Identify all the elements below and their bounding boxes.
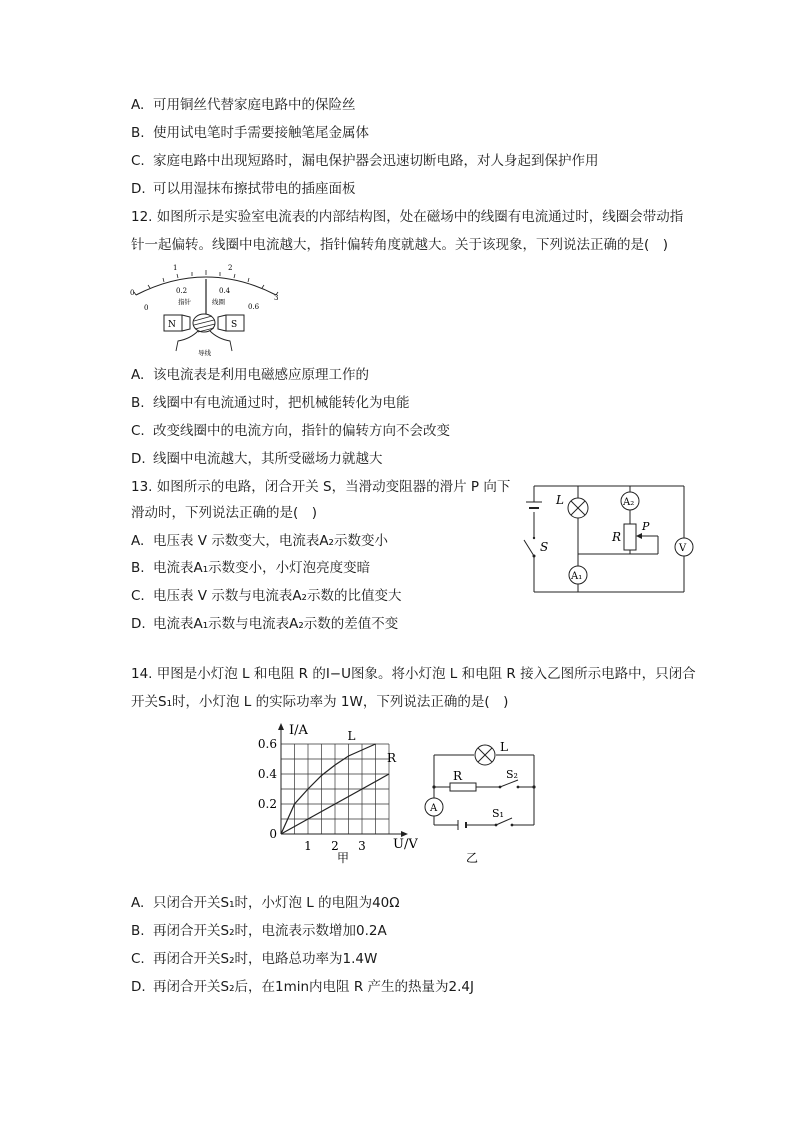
q14-S2-label: S₂ (506, 768, 518, 781)
q14-option-b: B. 再闭合开关S₂时，电流表示数增加0.2A (131, 923, 387, 939)
q13-option-b: B. 电流表A₁示数变小，小灯泡亮度变暗 (131, 560, 371, 576)
q14-circuit-figure (420, 735, 545, 865)
q13-stem-line1: 13. 如图所示的电路，闭合开关 S，当滑动变阻器的滑片 P 向下 (131, 479, 511, 495)
iu-grid (281, 744, 389, 834)
y-tick-label: 0 (269, 827, 277, 841)
iu-caption: 甲 (337, 851, 350, 865)
q14-circuit-caption: 乙 (466, 851, 479, 865)
scale-top-3: 3 (274, 294, 279, 302)
q14-option-c: C. 再闭合开关S₂时，电路总功率为1.4W (131, 951, 378, 967)
q14-L-label: L (500, 740, 508, 754)
magnet-s-label: S (231, 320, 238, 330)
scale-bottom-0.4: 0.4 (219, 287, 231, 295)
q12-option-d: D. 线圈中电流越大，其所受磁场力就越大 (131, 451, 383, 467)
q13-A2-label: A₂ (623, 497, 635, 508)
y-tick-label: 0.6 (257, 737, 277, 751)
scale-bottom-0.6: 0.6 (248, 303, 260, 311)
q11-option-b: B. 使用试电笔时手需要接触笔尾金属体 (131, 125, 369, 141)
iu-ylabel: I/A (289, 723, 308, 738)
coil (193, 314, 215, 332)
q13-option-d: D. 电流表A₁示数与电流表A₂示数的差值不变 (131, 616, 399, 632)
y-tick-label: 0.4 (257, 767, 277, 781)
iu-ticks (258, 737, 366, 853)
iu-series (281, 729, 397, 834)
q14-stem-line2: 开关S₁时，小灯泡 L 的实际功率为 1W，下列说法正确的是( ) (131, 694, 509, 710)
q13-option-c: C. 电压表 V 示数与电流表A₂示数的比值变大 (131, 588, 402, 604)
y-axis-arrow (278, 723, 284, 730)
q14-stem-line1: 14. 甲图是小灯泡 L 和电阻 R 的I−U图象。将小灯泡 L 和电阻 R 接入乙图所示电路中，只闭合 (131, 666, 696, 682)
q13-circuit-figure (518, 478, 698, 598)
pointer-label: 指针 (178, 298, 191, 306)
series-label-R: R (387, 751, 397, 765)
q11-option-d: D. 可以用湿抹布擦拭带电的插座面板 (131, 181, 356, 197)
x-tick-label: 2 (331, 839, 339, 853)
q11-option-a: A. 可用铜丝代替家庭电路中的保险丝 (131, 97, 356, 113)
y-tick-label: 0.2 (257, 797, 277, 811)
scale-top-0: 0 (130, 289, 135, 297)
q13-V-label: V (679, 543, 687, 554)
magnet-n-label: N (168, 320, 176, 330)
q14-option-a: A. 只闭合开关S₁时，小灯泡 L 的电阻为40Ω (131, 895, 400, 911)
q12-option-a: A. 该电流表是利用电磁感应原理工作的 (131, 367, 369, 383)
scale-top-1: 1 (173, 264, 178, 272)
q14-A-label: A (430, 803, 438, 814)
q12-stem-line2: 针一起偏转。线圈中电流越大，指针偏转角度就越大。关于该现象，下列说法正确的是( ) (131, 237, 669, 253)
q13-L-label: L (556, 493, 564, 507)
wire-label: 导线 (198, 349, 211, 357)
x-tick-label: 1 (304, 839, 312, 853)
series-label-L: L (347, 729, 356, 743)
iu-xlabel: U/V (393, 837, 418, 852)
q13-option-a: A. 电压表 V 示数变大，电流表A₂示数变小 (131, 533, 388, 549)
q14-resistor (450, 783, 476, 791)
q12-stem-line1: 12. 如图所示是实验室电流表的内部结构图，处在磁场中的线圈有电流通过时，线圈会带动指 (131, 209, 684, 225)
q14-iu-chart (255, 718, 425, 866)
coil-label: 线圈 (212, 298, 225, 306)
x-tick-label: 3 (358, 839, 366, 853)
q12-option-c: C. 改变线圈中的电流方向，指针的偏转方向不会改变 (131, 423, 450, 439)
q13-R-label: R (612, 530, 622, 544)
q13-P-label: P (642, 520, 650, 533)
scale-bottom-0.2: 0.2 (176, 287, 188, 295)
scale-bottom-0: 0 (144, 304, 149, 312)
scale-top-2: 2 (228, 264, 233, 272)
q13-A1-label: A₁ (571, 571, 583, 582)
q12-option-b: B. 线圈中有电流通过时，把机械能转化为电能 (131, 395, 410, 411)
q12-ammeter-figure (128, 259, 283, 359)
q14-option-d: D. 再闭合开关S₂后，在1min内电阻 R 产生的热量为2.4J (131, 979, 474, 995)
q13-S-label: S (540, 540, 549, 554)
q13-rheostat (624, 524, 636, 550)
q14-S1-label: S₁ (492, 807, 504, 820)
q13-stem-line2: 滑动时，下列说法正确的是( ) (131, 505, 318, 521)
iu-axes (278, 723, 408, 837)
q14-R-label: R (453, 769, 463, 783)
q11-option-c: C. 家庭电路中出现短路时，漏电保护器会迅速切断电路，对人身起到保护作用 (131, 153, 599, 169)
